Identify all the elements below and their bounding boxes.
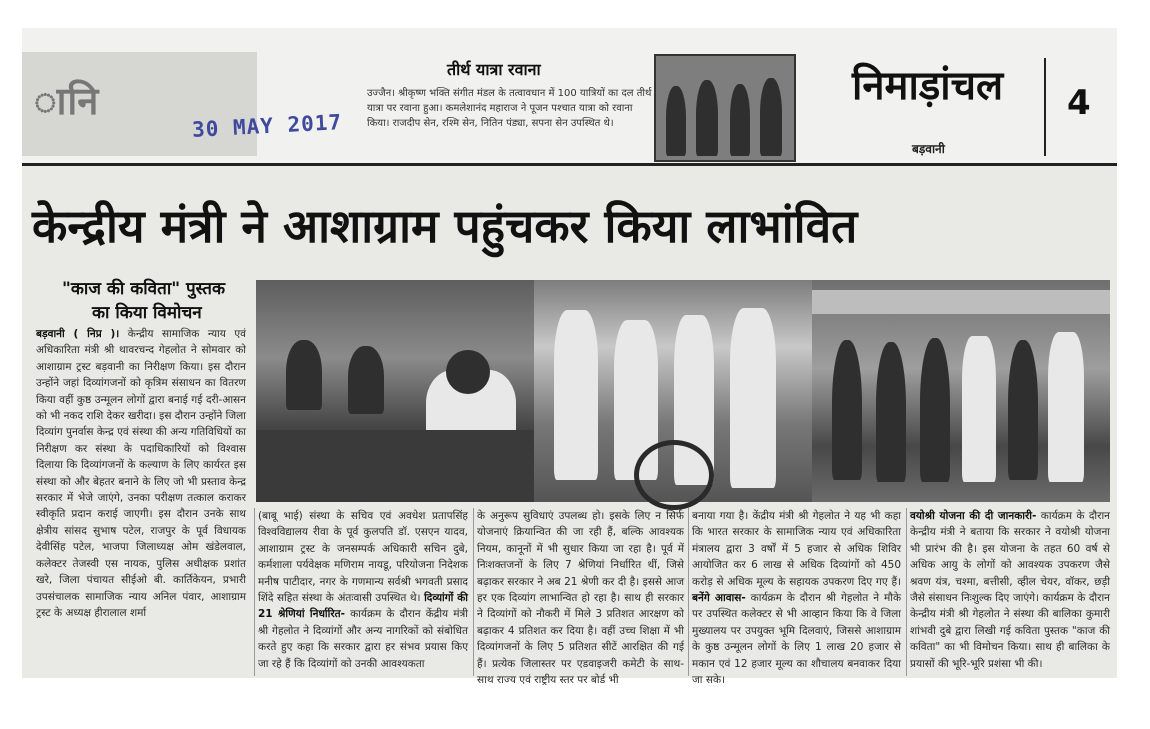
photo-figure — [876, 342, 906, 482]
article-column-1 — [36, 326, 246, 676]
masthead-fragment-text: ानि — [34, 79, 100, 123]
podium — [256, 430, 534, 502]
article-column-5-text: कार्यक्रम के दौरान केन्द्रीय मंत्री ने बताया कि सरकार ने वयोश्री योजना भी प्रारंभ की है। इस योजना के तहत 60 वर्ष से अधिक आयु के लोगों को आवश्यक उपकरण जैसे श्रवण यंत्र, चश्मा, बत्तीसी, व्हील चेयर, वॉकर, छड़ी जैसे संसाधन निःशुल्क दिए जाएंगे। कार्यक्रम के दौरान केन्द्रीय मंत्री श्री गेहलोत ने संस्था की बालिका कुमारी शांभवी दुबे द्वारा लिखी गई कविता पुस्तक "काज की कविता" का भी विमोचन किया। साथ ही बालिका के प्रयासों की भूरि-भूरि प्रशंसा भी की। — [910, 510, 1110, 670]
column-rule — [906, 508, 907, 676]
event-photo-1 — [256, 280, 534, 502]
event-photo-3 — [812, 280, 1110, 502]
teaser-photo-figure — [666, 86, 686, 156]
photo-figure — [554, 310, 598, 480]
article-column-3-text: के अनुरूप सुविधाएं उपलब्ध हो। इसके लिए न सिर्फ योजनाएं क्रियान्वित की जा रही हैं, बल्कि आवश्यक नियम, कानूनों में भी सुधार किया जा रहा है। पूर्व में निःशक्तजनों के लिए 7 श्रेणियां निर्धारित थीं, जिसे बढ़ाकर सरकार ने अब 21 श्रेणी कर दी है। इससे आज हर एक दिव्यांग लाभान्वित हो रहा है। साथ ही सरकार ने दिव्यांगों को नौकरी में मिले 3 प्रतिशत आरक्षण को बढ़ाकर 4 प्रतिशत कर दिया है। वहीं उच्च शिक्षा में भी दिव्यांगजनों के लिए 5 प्रतिशत सीटें आरक्षित की गई हैं। प्रत्येक जिलास्तर पर एडवाइजरी कमेटी के साथ-साथ राज्य एवं राष्ट्रीय स्तर पर बोर्ड भी — [477, 510, 684, 687]
teaser-text: उज्जैन। श्रीकृष्ण भक्ति संगीत मंडल के तत्वावधान में 100 यात्रियों का दल तीर्थ यात्रा पर रवाना हुआ। कमलेशानंद महाराज ने पूजन पश्चात यात्रा को रवाना किया। राजदीप सेन, रश्मि सेन, नितिन पंड्या, सपना सेन उपस्थित थे। — [367, 88, 652, 129]
subhead-21-categories: दिव्यांगों की 21 श्रेणियां निर्धारित- — [258, 592, 468, 621]
teaser-photo-figure — [730, 84, 750, 156]
event-photo-2 — [534, 280, 812, 502]
page-number: 4 — [1067, 83, 1091, 123]
subhead-line1: "काज की कविता" पुस्तक — [62, 279, 226, 299]
article-column-4 — [692, 508, 902, 687]
top-strip — [22, 28, 1117, 166]
article-column-2b-text: कार्यक्रम के दौरान केंद्रीय मंत्री श्री गेहलोत ने दिव्यांगों और अन्य नागरिकों को संबोधित करते हुए कहा कि सरकार द्वारा हर संभव प्रयास किए जा रहे हैं कि दिव्यांगों को उनकी आवश्यकता — [258, 608, 469, 670]
article-column-4-text: बनाया गया है। केंद्रीय मंत्री श्री गेहलोत ने यह भी कहा कि भारत सरकार के सामाजिक न्याय एवं अधिकारिता मंत्रालय द्वारा 3 वर्षों में 5 हजार से अधिक शिविर आयोजित कर 6 लाख से अधिक दिव्यांगों को 450 करोड़ से अधिक मूल्य के सहायक उपकरण दिए गए हैं। — [692, 510, 901, 588]
column-rule — [473, 508, 474, 676]
teaser-photo-figure — [696, 80, 718, 156]
teaser-photo — [654, 54, 796, 162]
article-column-3 — [477, 508, 684, 687]
teaser-photo-figure — [760, 78, 782, 156]
article-column-2-text: (बाबू भाई) संस्था के सचिव एवं अवधेश प्रतापसिंह विश्वविद्यालय रीवा के पूर्व कुलपति डॉ. एसएन यादव, आशाग्राम ट्रस्ट के जनसम्पर्क अधिकारी सचिन दुबे, कर्मशाला पर्यवेक्षक मणिराम नायडू, परियोजना निदेशक मनीष पाटीदार, नगर के गणमान्य सर्वश्री भगवती प्रसाद शिंदे सहित संस्था के अंतःवासी उपस्थित थे। — [258, 510, 468, 605]
subhead-housing: बनेंगे आवास- — [692, 592, 746, 605]
section-divider — [1044, 58, 1046, 156]
section-subtitle: बड़वानी — [912, 142, 945, 156]
subhead-line2: का किया विमोचन — [92, 303, 202, 323]
wheelchair — [634, 440, 714, 510]
date-stamp: 30 MAY 2017 — [191, 110, 343, 142]
article-column-1-text: केन्द्रीय सामाजिक न्याय एवं अधिकारिता मंत्री श्री थावरचन्द गेहलोत ने सोमवार को आशाग्राम ट्रस्ट बड़वानी का निरीक्षण किया। इस दौरान उन्होंने जहां दिव्यांगजनों को कृत्रिम संसाधन का वितरण किया वहीं कुष्ठ उन्मूलन लोगों द्वारा बनाई गई दरी-आसन को भी नकद राशि देकर खरीदा। इस दौरान उन्होंने जिला दिव्यांग पुनर्वास केन्द्र एवं संस्था की अन्य गतिविधियों का निरीक्षण कर संस्था के पदाधिकारियों को विश्वास दिलाया कि दिव्यांगजनों के कल्याण के लिए कार्यरत इस संस्था को और बेहतर बनाने के लिए जो भी प्रस्ताव केन्द्र सरकार में भेजे जाएंगे, उनका परीक्षण तत्काल कराकर स्वीकृति प्रदान कराई जाएगी। इस दौरान उनके साथ क्षेत्रीय सांसद सुभाष पटेल, राजपुर के पूर्व विधायक देवीसिंह पटेल, भाजपा जिलाध्यक्ष ओम खंडेलवाल, कलेक्टर तेजस्वी एस नायक, पुलिस अधीक्षक प्रशांत खरे, जिला पंचायत सीईओ बी. कार्तिकेयन, प्रभारी उपसंचालक सामाजिक न्याय अनिल पंवार, आशाग्राम ट्रस्ट के अध्यक्ष हीरालाल शर्मा — [36, 328, 246, 619]
headline: केन्द्रीय मंत्री ने आशाग्राम पहुंचकर किया लाभांवित — [32, 199, 858, 253]
section-title: निमाड़ांचल — [852, 63, 1004, 109]
photo-figure — [832, 340, 862, 480]
photo-figure — [962, 336, 996, 482]
photo-figure — [1008, 340, 1038, 480]
photo-figure — [348, 346, 384, 414]
masthead-fragment — [22, 52, 257, 156]
article-column-4b-text: कार्यक्रम के दौरान श्री गेहलोत ने मौके पर उपस्थित कलेक्टर से भी आव्हान किया कि वे जिला मुख्यालय पर उपयुक्त भूमि दिलवाएं, जिससे आशाग्राम के कुष्ठ उन्मूलन लोगों के लिए 1 लाख 20 हजार से मकान एवं 12 हजार मूल्य का शौचालय बनवाकर दिया जा सके। — [692, 592, 902, 687]
newspaper-page — [22, 28, 1117, 687]
subhead-vayoshri: वयोश्री योजना की दी जानकारी- — [910, 510, 1037, 522]
photo-figure — [1048, 332, 1084, 482]
photo-figure — [286, 340, 322, 410]
speaker-head — [446, 350, 490, 394]
banner — [812, 290, 1110, 314]
photo-figure — [920, 338, 950, 482]
column-rule — [254, 508, 255, 676]
dateline: बड़वानी ( निप्र )। — [36, 328, 120, 340]
article-column-5 — [910, 508, 1110, 676]
column-rule — [688, 508, 689, 676]
teaser-title: तीर्थ यात्रा रवाना — [447, 60, 541, 79]
photo-figure — [730, 308, 776, 488]
article-column-2 — [258, 508, 468, 676]
